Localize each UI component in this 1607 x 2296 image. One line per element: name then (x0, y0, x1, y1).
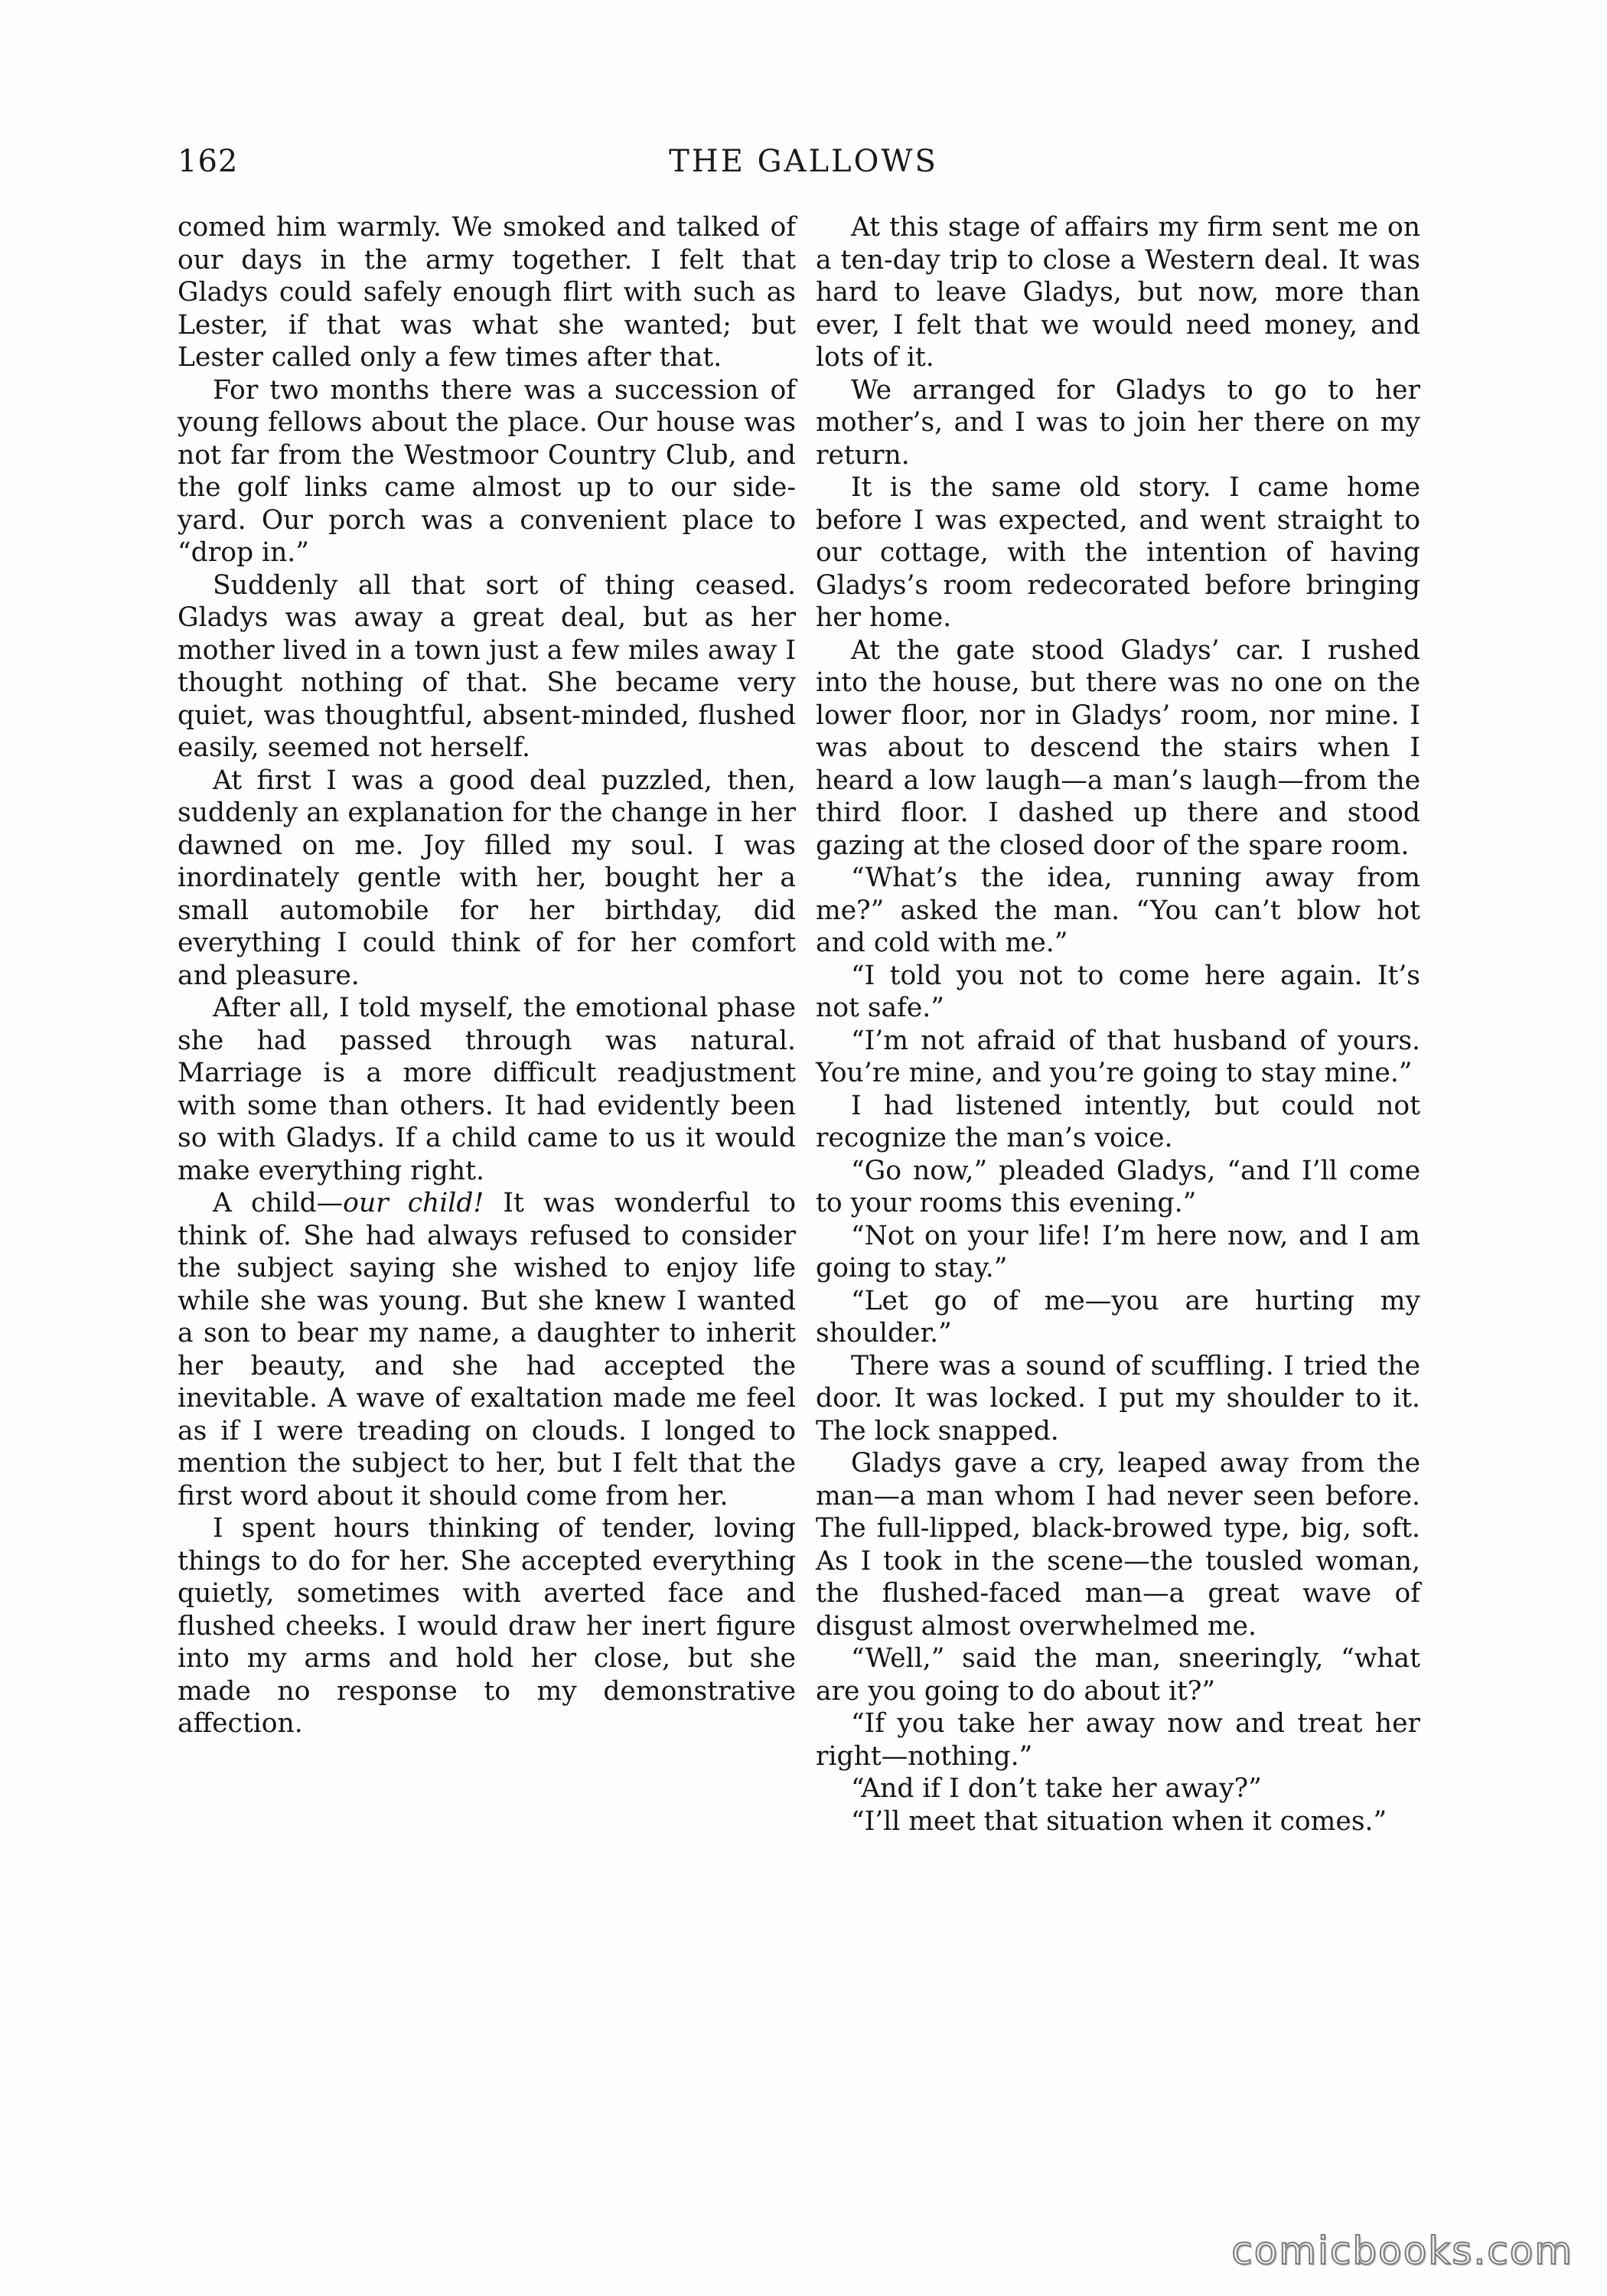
left-text-column (178, 211, 796, 1740)
paragraph: “I’ll meet that situation when it comes.” (851, 1805, 1387, 1837)
emphasis-text: our child! (343, 1188, 484, 1218)
right-text-column (816, 211, 1420, 1838)
site-watermark: comicbooks.com (1231, 2229, 1573, 2273)
paragraph: It is the same old story. I came home before I was expected, and went straight to our cottage, with the intention of having Gladys’s room redecorated before bringing her home. (816, 472, 1420, 633)
paragraph: Suddenly all that sort of thing ceased. Gladys was away a great deal, but as her mother lived in a town just a few miles away I thought nothing of that. She became very quiet, was thoughtful, absent-minded, flushed easily, seemed not herself. (178, 569, 796, 763)
paragraph-lead: A child— (213, 1188, 344, 1218)
paragraph-rest: It was wonderful to think of. She had always refused to consider the subject saying she wished to enjoy life while she was young. But she knew I wanted a son to bear my name, a daughter to inherit her beauty, and she had accepted the inevitable. A wave of exaltation made me feel as if I were treading on clouds. I longed to mention the subject to her, but I felt that the first word about it should come from her. (178, 1188, 796, 1512)
paragraph: “I told you not to come here again. It’s not safe.” (816, 960, 1420, 1023)
paragraph: “Go now,” pleaded Gladys, “and I’ll come to your rooms this evening.” (816, 1155, 1420, 1218)
paragraph: “Let go of me—you are hurting my shoulder.” (816, 1285, 1420, 1349)
paragraph: We arranged for Gladys to go to her mother’s, and I was to join her there on my return. (816, 374, 1420, 471)
paragraph: “Well,” said the man, sneeringly, “what are you going to do about it?” (816, 1643, 1420, 1707)
paragraph: For two months there was a succession of young fellows about the place. Our house was not far from the Westmoor Country Club, and the golf links came almost up to our side-yard. Our porch was a convenient place to “drop in.” (178, 374, 796, 568)
paragraph: “If you take her away now and treat her right—nothing.” (816, 1708, 1420, 1772)
paragraph: There was a sound of scuffling. I tried the door. It was locked. I put my shoulder to it. The lock snapped. (816, 1350, 1420, 1446)
paragraph: comed him warmly. We smoked and talked of our days in the army together. I felt that Gladys could safely enough flirt with such as Lester, if that was what she wanted; but Lester called only a few times after that. (178, 212, 796, 373)
running-title: THE GALLOWS (669, 144, 938, 179)
paragraph: At the gate stood Gladys’ car. I rushed into the house, but there was no one on the lower floor, nor in Gladys’ room, nor mine. I was about to descend the stairs when I heard a low laugh—a man’s laugh—from the third floor. I dashed up there and stood gazing at the closed door of the spare room. (816, 634, 1420, 861)
paragraph: At this stage of affairs my firm sent me on a ten-day trip to close a Western deal. It was hard to leave Gladys, but now, more than ever, I felt that we would need money, and lots of it. (816, 212, 1420, 373)
paragraph: “I’m not afraid of that husband of yours. You’re mine, and you’re going to stay mine.” (816, 1025, 1420, 1088)
paragraph: “Not on your life! I’m here now, and I am going to stay.” (816, 1220, 1420, 1283)
paragraph: “What’s the idea, running away from me?” asked the man. “You can’t blow hot and cold with me.” (816, 863, 1420, 958)
paragraph: After all, I told myself, the emotional phase she had passed through was natural. Marriage is a more difficult readjustment with some than others. It had evidently been so with Gladys. If a child came to us it would make everything right. (178, 993, 796, 1186)
paragraph: I had listened intently, but could not recognize the man’s voice. (816, 1090, 1420, 1153)
paragraph: I spent hours thinking of tender, loving things to do for her. She accepted everything quietly, sometimes with averted face and flushed cheeks. I would draw her inert figure into my arms and hold her close, but she made no response to my demonstrative affection. (178, 1513, 796, 1739)
paragraph: Gladys gave a cry, leaped away from the man—a man whom I had never seen before. The full-lipped, black-browed type, big, soft. As I took in the scene—the tousled woman, the flushed-faced man—a great wave of disgust almost overwhelmed me. (816, 1448, 1420, 1642)
paragraph: At first I was a good deal puzzled, then, suddenly an explanation for the change in her dawned on me. Joy filled my soul. I was inordinately gentle with her, bought her a small automobile for her birthday, did everything I could think of for her comfort and pleasure. (178, 765, 796, 991)
paragraph: “And if I don’t take her away?” (851, 1773, 1262, 1804)
page-number: 162 (178, 144, 239, 179)
paragraph-child (178, 1187, 796, 1512)
